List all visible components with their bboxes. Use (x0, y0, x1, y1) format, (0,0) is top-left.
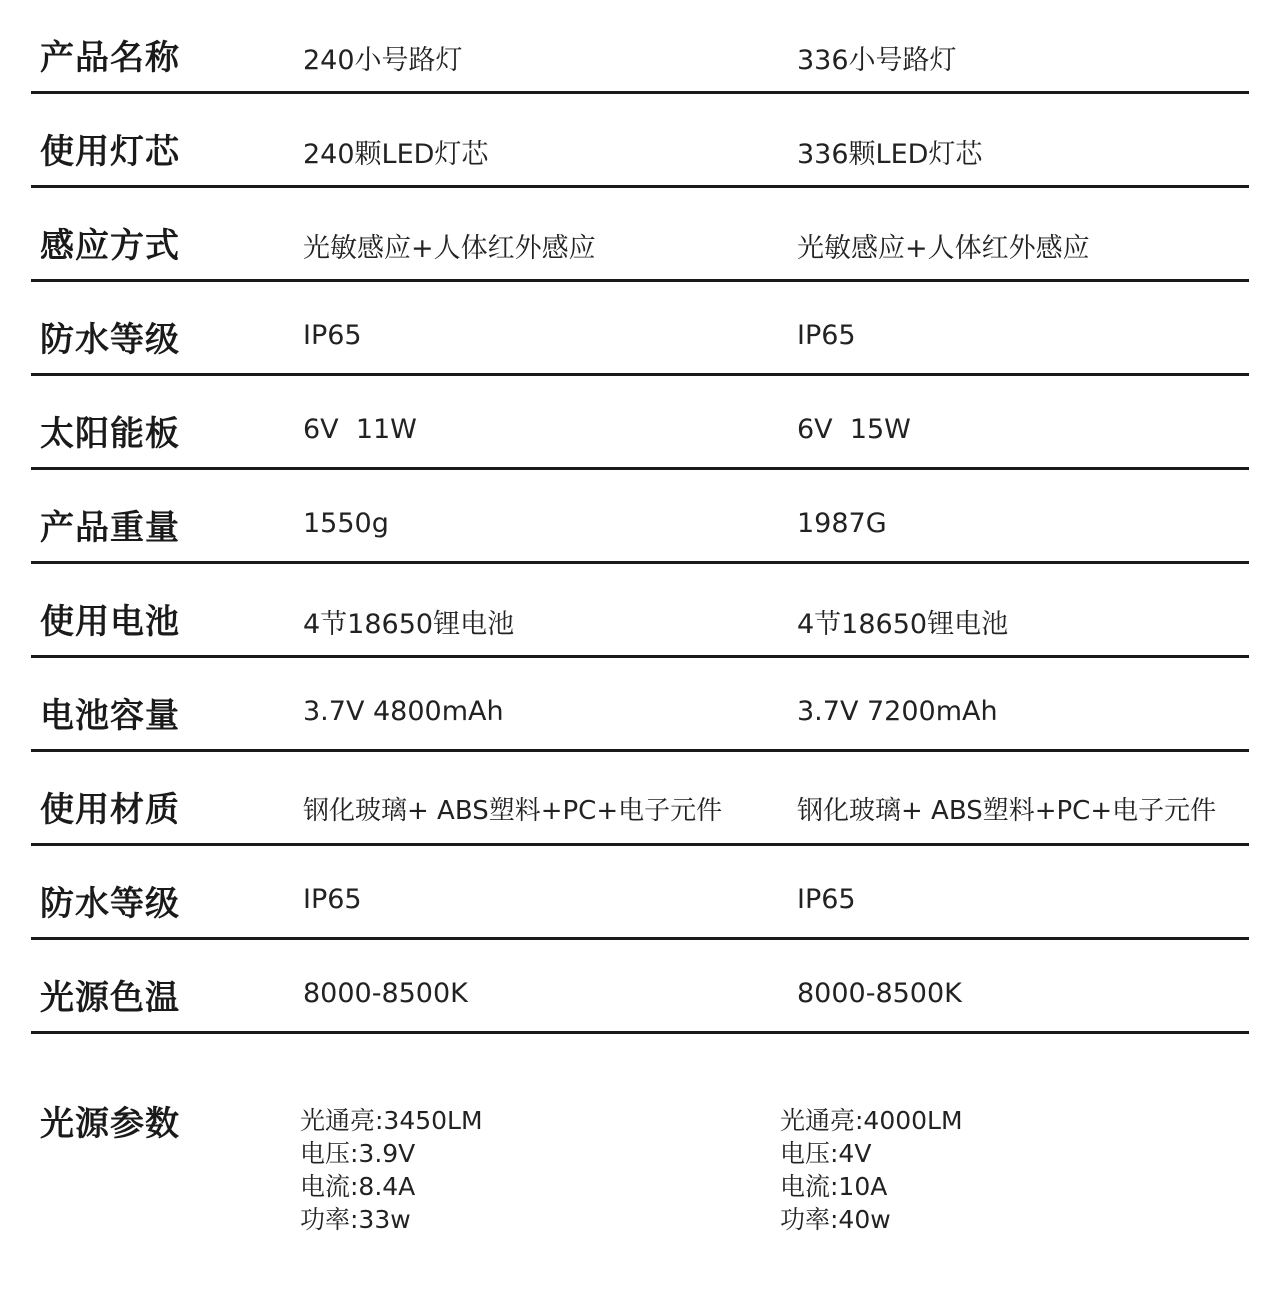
spec-row-color-temperature (0, 940, 1280, 1034)
spec-value-240: 8000-8500K (303, 978, 468, 1009)
power: 功率:40w (780, 1205, 891, 1234)
spec-value-336: 钢化玻璃+ ABS塑料+PC+电子元件 (797, 796, 1217, 826)
spec-label: 使用电池 (40, 602, 180, 642)
spec-value-336: 6V 15W (797, 414, 911, 445)
current: 电流:10A (780, 1172, 888, 1201)
spec-label: 光源色温 (40, 978, 180, 1018)
spec-value-336: 8000-8500K (797, 978, 962, 1009)
spec-row-led-chips (0, 94, 1280, 188)
spec-value-240: 240颗LED灯芯 (303, 139, 489, 170)
spec-value-240: IP65 (303, 884, 362, 915)
spec-label: 产品重量 (40, 508, 180, 548)
spec-value-336: 1987G (797, 508, 887, 539)
spec-row-weight (0, 470, 1280, 564)
spec-label: 使用材质 (40, 790, 180, 830)
spec-row-battery-capacity (0, 658, 1280, 752)
spec-label: 光源参数 (40, 1104, 180, 1144)
luminous-flux: 光通亮:3450LM (300, 1106, 483, 1135)
spec-label: 产品名称 (40, 38, 180, 78)
current: 电流:8.4A (300, 1172, 416, 1201)
spec-row-sensing-mode (0, 188, 1280, 282)
spec-label: 使用灯芯 (40, 132, 180, 172)
light-params-240 (300, 1104, 483, 1236)
spec-value-336: IP65 (797, 884, 856, 915)
spec-value-336: 4节18650锂电池 (797, 609, 1009, 640)
spec-value-336: 光敏感应+人体红外感应 (797, 233, 1090, 264)
power: 功率:33w (300, 1205, 411, 1234)
spec-row-waterproof-rating-2 (0, 846, 1280, 940)
spec-value-240: 6V 11W (303, 414, 417, 445)
spec-row-battery (0, 564, 1280, 658)
spec-value-240: 钢化玻璃+ ABS塑料+PC+电子元件 (303, 796, 723, 826)
spec-label: 感应方式 (40, 226, 180, 266)
spec-label: 防水等级 (40, 320, 180, 360)
spec-value-240: 240小号路灯 (303, 45, 463, 76)
spec-label: 太阳能板 (40, 414, 180, 454)
spec-value-240: 4节18650锂电池 (303, 609, 515, 640)
spec-row-material (0, 752, 1280, 846)
spec-row-waterproof-rating (0, 282, 1280, 376)
spec-row-solar-panel (0, 376, 1280, 470)
spec-value-336: 3.7V 7200mAh (797, 696, 998, 727)
spec-value-336: IP65 (797, 320, 856, 351)
spec-row-product-name (0, 0, 1280, 94)
spec-value-336: 336颗LED灯芯 (797, 139, 983, 170)
spec-value-240: 光敏感应+人体红外感应 (303, 233, 596, 264)
spec-label: 电池容量 (40, 696, 180, 736)
voltage: 电压:3.9V (300, 1139, 416, 1168)
voltage: 电压:4V (780, 1139, 872, 1168)
luminous-flux: 光通亮:4000LM (780, 1106, 963, 1135)
spec-row-light-parameters (0, 1034, 1280, 1234)
spec-value-240: 1550g (303, 508, 389, 539)
spec-value-240: IP65 (303, 320, 362, 351)
spec-value-336: 336小号路灯 (797, 45, 957, 76)
light-params-336 (780, 1104, 963, 1236)
spec-label: 防水等级 (40, 884, 180, 924)
spec-value-240: 3.7V 4800mAh (303, 696, 504, 727)
